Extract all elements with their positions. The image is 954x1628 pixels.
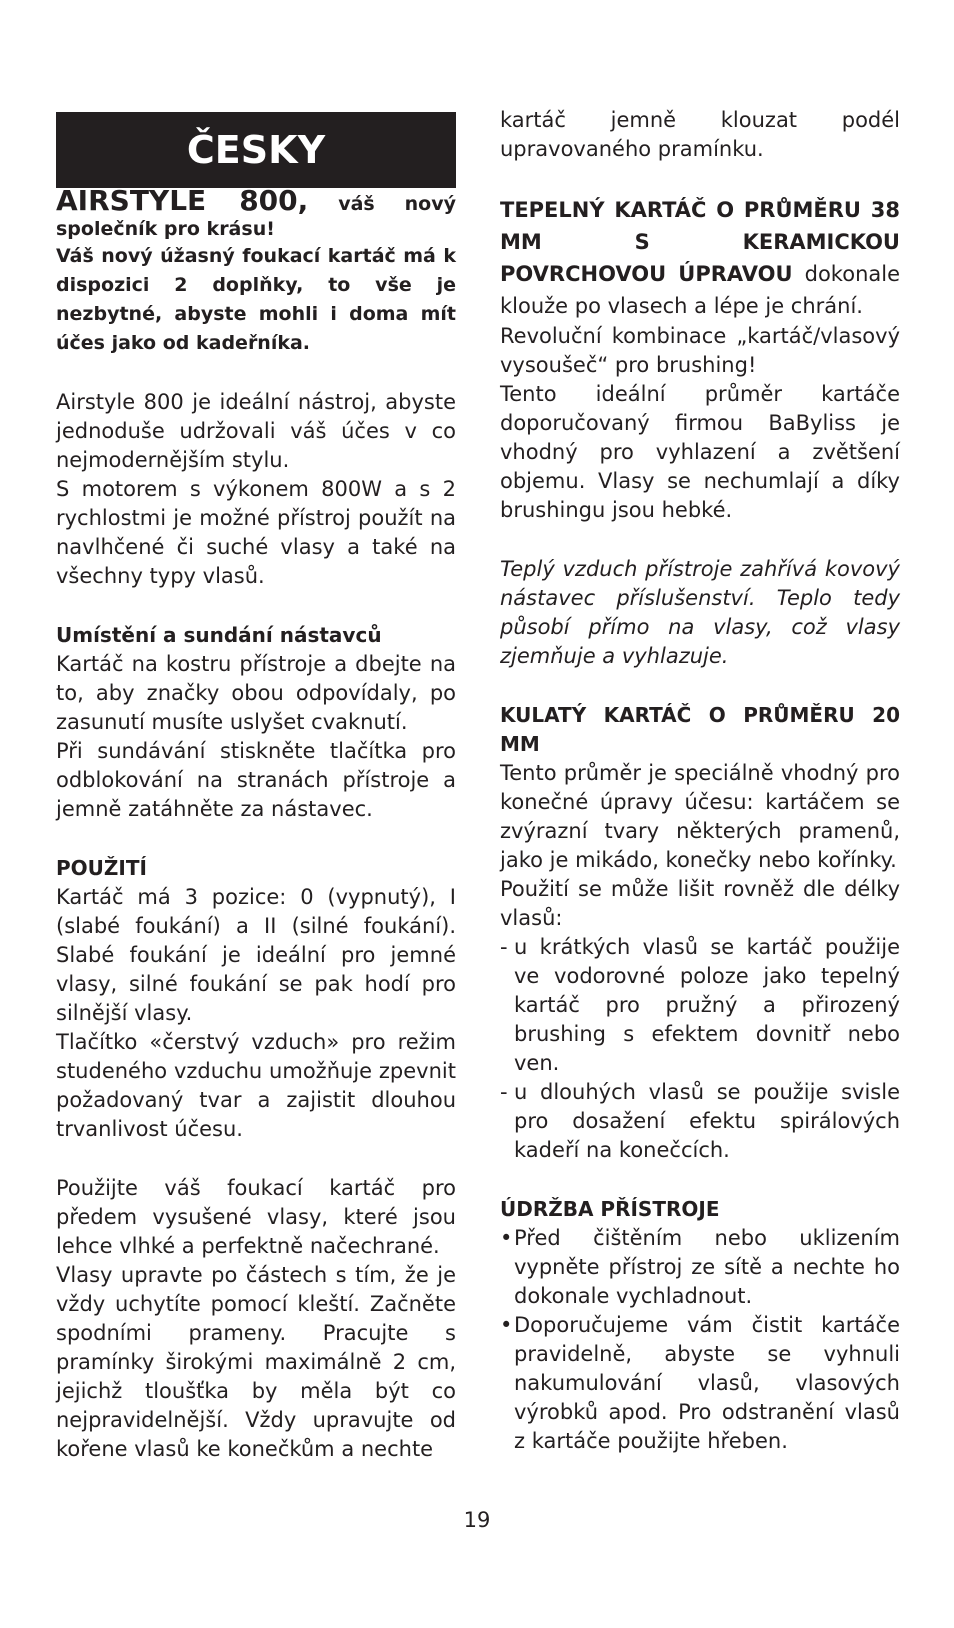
list-item-text: Doporučujeme vám čistit kartáče pravidelně, abyste se vyhnuli nakumulování vlasů, vlasových výrobků apod. Pro odstranění vlasů z kartáče použijte hřeben. [514, 1313, 900, 1453]
list-item-text: u dlouhých vlasů se použije svisle pro dosažení efektu spirálových kadeří na konečcích. [514, 1080, 900, 1162]
paragraph: Kartáč má 3 pozice: 0 (vypnutý), I (slabé foukání) a II (silné foukání). Slabé foukání je ideální pro jemné vlasy, silné foukání se pak hodí pro silnější vlasy. [56, 885, 456, 1025]
section-heading-round: KULATÝ KARTÁČ O PRŮMĚRU 20 MM [500, 703, 900, 756]
paragraph: Vlasy upravte po částech s tím, že je vždy uchytíte pomocí kleští. Začněte spodními prameny. Pracujte s pramínky širokými maximálně 2 cm, jejichž tloušťka by měla být co nejpravidelnější. Vždy upravujte od kořene vlasů ke konečkům a nechte [56, 1263, 456, 1461]
list-item [500, 1311, 900, 1456]
section-heading-use: POUŽITÍ [56, 856, 147, 880]
paragraph: Tento průměr je speciálně vhodný pro konečné úpravy účesu: kartáčem se zvýrazní tvary některých pramenů, jako je mikádo, konečky nebo kořínky. [500, 761, 900, 872]
dash-marker: - [500, 1080, 508, 1104]
dash-marker: - [500, 935, 508, 959]
list-item-text: u krátkých vlasů se kartáč použije ve vodorovné poloze jako tepelný kartáč pro pružný a přirozený brushing s efektem dovnitř nebo ven. [514, 935, 900, 1075]
section-heading-mount: Umístění a sundání nástavců [56, 623, 382, 647]
intro-heading [56, 184, 456, 242]
list-item [500, 933, 900, 1078]
paragraph: Airstyle 800 je ideální nástroj, abyste jednoduše udržovali váš účes v co nejmodernějším stylu. [56, 390, 456, 472]
paragraph: Kartáč na kostru přístroje a dbejte na to, aby značky obou odpovídaly, po zasunutí musíte uslyšet cvaknutí. [56, 652, 456, 734]
paragraph: S motorem s výkonem 800W a s 2 rychlostmi je možné přístroj použít na navlhčené či suché vlasy a také na všechny typy vlasů. [56, 477, 456, 588]
paragraph: Použijte váš foukací kartáč pro předem vysušené vlasy, které jsou lehce vlhké a perfektně načechrané. [56, 1176, 456, 1258]
italic-note: Teplý vzduch přístroje zahřívá kovový nástavec příslušenství. Teplo tedy působí přímo na vlasy, což vlasy zjemňuje a vyhlazuje. [500, 557, 900, 668]
bullet-marker: • [500, 1226, 513, 1250]
paragraph: Revoluční kombinace „kartáč/vlasový vysoušeč“ pro brushing! [500, 324, 900, 377]
list-item-text: Před čištěním nebo uklizením vypněte přístroj ze sítě a nechte ho dokonale vychladnout. [514, 1226, 900, 1308]
intro-subtitle: Váš nový úžasný foukací kartáč má k dispozici 2 doplňky, to vše je nezbytné, abyste mohli i doma mít účes jako od kadeřníka. [56, 245, 456, 354]
left-column [56, 96, 456, 1464]
paragraph: Tlačítko «čerstvý vzduch» pro režim studeného vzduchu umožňuje zpevnit požadovaný tvar a zajistit dlouhou trvanlivost účesu. [56, 1030, 456, 1141]
paragraph: Při sundávání stiskněte tlačítka pro odblokování na stranách přístroje a jemně zatáhněte za nástavec. [56, 739, 456, 821]
bullet-marker: • [500, 1313, 513, 1337]
language-title: ČESKY [186, 127, 326, 172]
right-column [500, 106, 900, 1456]
paragraph: Tento ideální průměr kartáče doporučovaný firmou BaByliss je vhodný pro vyhlazení a zvětšení objemu. Vlasy se nechumlají a díky brushingu jsou hebké. [500, 382, 900, 522]
list-item [500, 1224, 900, 1311]
thermal-brush-paragraph [500, 194, 900, 322]
language-banner [56, 112, 456, 188]
product-tagline: váš nový společník pro krásu! [56, 193, 456, 240]
section-heading-thermal: TEPELNÝ KARTÁČ O PRŮMĚRU 38 MM S KERAMICKOU POVRCHOVOU ÚPRAVOU [500, 198, 900, 286]
paragraph: Použití se může lišit rovněž dle délky vlasů: [500, 877, 900, 930]
section-heading-maintenance: ÚDRŽBA PŘÍSTROJE [500, 1197, 720, 1221]
paragraph: kartáč jemně klouzat podél upravovaného pramínku. [500, 108, 900, 161]
list-item [500, 1078, 900, 1165]
page-number: 19 [463, 1508, 491, 1532]
product-name: AIRSTYLE 800, [56, 184, 309, 217]
thermal-brush-text: dokonale klouže po vlasech a lépe je chrání. [500, 262, 900, 318]
